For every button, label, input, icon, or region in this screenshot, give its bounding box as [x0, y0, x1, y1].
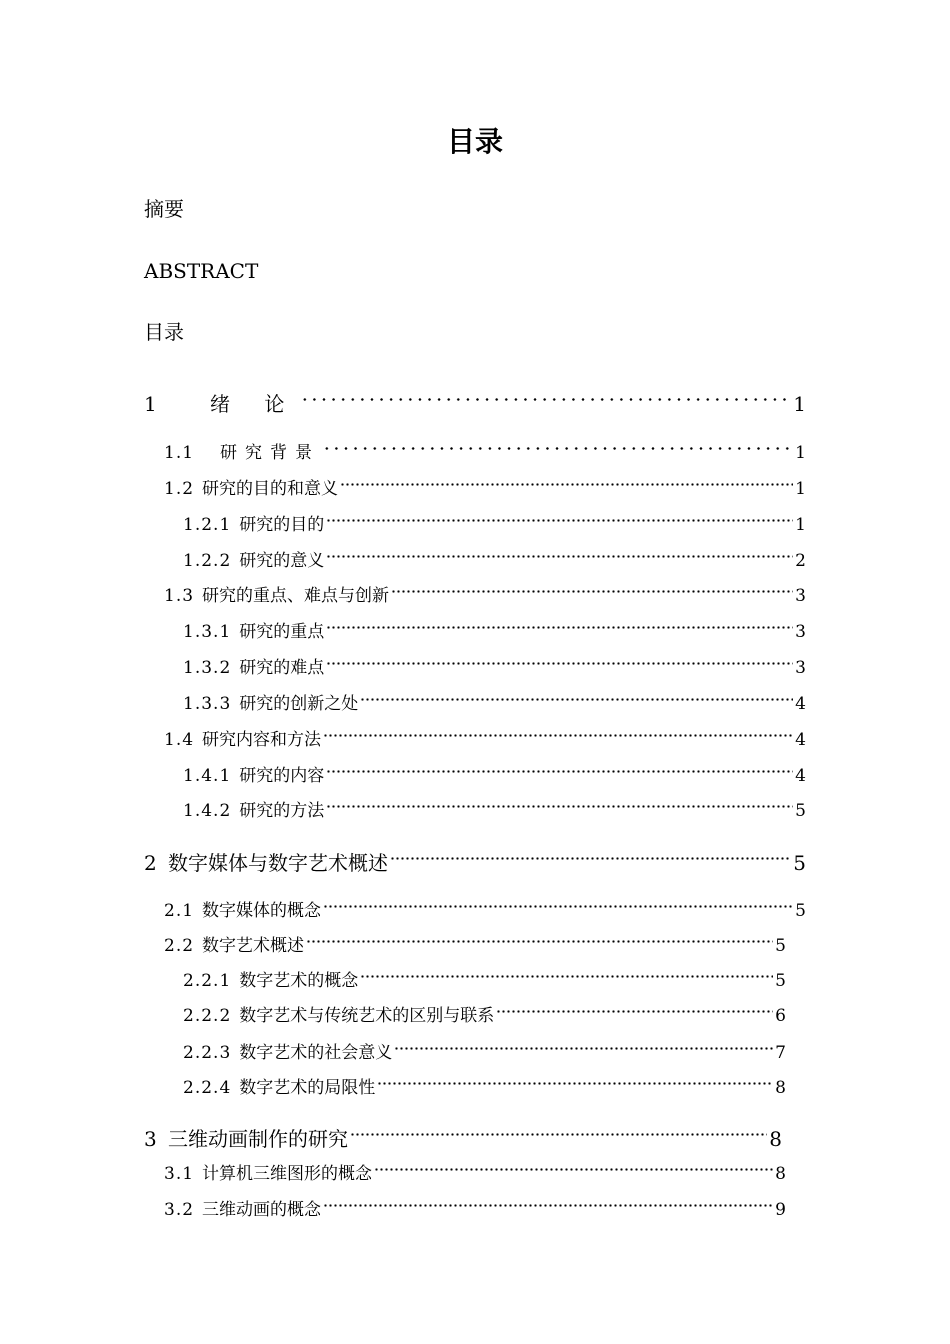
toc-leader-dots	[390, 838, 791, 870]
toc-label: 研究的目的	[239, 515, 325, 535]
toc-label: 数字艺术的局限性	[239, 1078, 376, 1098]
toc-number: 2.2.2	[183, 1006, 232, 1026]
toc-label: 三维动画制作的研究	[168, 1127, 348, 1151]
toc-label: 研究的创新之处	[239, 694, 359, 714]
toc-entry-chapter-3[interactable]	[144, 1114, 782, 1151]
toc-number: 1.3.3	[183, 694, 232, 714]
toc-entry-1-3[interactable]	[164, 575, 806, 606]
toc-label: 研究的方法	[239, 801, 325, 821]
toc-number: 3.1	[164, 1164, 195, 1184]
front-matter-abstract-en[interactable]: ABSTRACT	[144, 259, 259, 283]
page-title: 目录	[446, 125, 503, 158]
toc-page-number: 2	[795, 551, 806, 571]
toc-leader-dots	[496, 995, 773, 1021]
toc-page-number: 1	[795, 479, 806, 499]
toc-entry-2-2-2[interactable]	[183, 995, 786, 1026]
toc-page-number: 8	[769, 1127, 782, 1151]
toc-leader-dots	[374, 1153, 773, 1179]
toc-label: 数字艺术概述	[202, 936, 305, 956]
toc-entry-1-4-2[interactable]	[183, 790, 806, 821]
toc-number: 2.1	[164, 901, 195, 921]
toc-entry-2-2-1[interactable]	[183, 960, 786, 991]
toc-number: 1.2.1	[183, 515, 232, 535]
toc-label: 研究的难点	[239, 658, 325, 678]
toc-label: 三维动画的概念	[202, 1200, 322, 1220]
toc-number: 3	[144, 1127, 158, 1151]
toc-entry-2-2-4[interactable]	[183, 1067, 786, 1098]
toc-entry-2-1[interactable]	[164, 890, 806, 921]
toc-leader-dots	[360, 683, 793, 709]
toc-number: 2.2.1	[183, 971, 232, 991]
toc-page-number: 5	[795, 801, 806, 821]
front-matter-abstract-cn[interactable]: 摘要	[144, 197, 184, 221]
toc-entry-1-2-2[interactable]	[183, 540, 806, 571]
toc-page-number: 4	[795, 730, 806, 750]
toc-number: 1	[144, 392, 158, 416]
toc-number: 1.1	[164, 443, 195, 463]
toc-label: 研究的重点、难点与创新	[202, 586, 390, 606]
toc-leader-dots	[306, 925, 773, 951]
toc-leader-dots	[326, 611, 793, 637]
toc-label: 研究的意义	[239, 551, 325, 571]
toc-leader-dots	[350, 1114, 767, 1146]
toc-page-number: 5	[775, 936, 786, 956]
toc-page-number: 5	[775, 971, 786, 991]
toc-label: 研究的重点	[239, 622, 325, 642]
toc-entry-1-3-2[interactable]	[183, 647, 806, 678]
toc-entry-chapter-2[interactable]	[144, 838, 806, 875]
toc-entry-1-2[interactable]	[164, 468, 806, 499]
toc-number: 2.2.3	[183, 1043, 232, 1063]
toc-label: 研究内容和方法	[202, 730, 322, 750]
toc-page-number: 5	[793, 851, 806, 875]
toc-number: 1.3	[164, 586, 195, 606]
toc-label: 数字媒体的概念	[202, 901, 322, 921]
toc-number: 2.2	[164, 936, 195, 956]
toc-entry-3-2[interactable]	[164, 1189, 786, 1220]
toc-page-number: 7	[775, 1043, 786, 1063]
toc-leader-dots	[326, 540, 793, 566]
toc-number: 1.4	[164, 730, 195, 750]
toc-leader-dots	[391, 575, 793, 601]
toc-leader-dots	[323, 1189, 773, 1215]
toc-page-number: 9	[775, 1200, 786, 1220]
toc-leader-dots	[326, 504, 793, 530]
toc-leader-dots	[326, 647, 793, 673]
toc-number: 1.4.1	[183, 766, 232, 786]
toc-number: 1.3.1	[183, 622, 232, 642]
toc-label: 研究的目的和意义	[202, 479, 339, 499]
toc-entry-1-3-1[interactable]	[183, 611, 806, 642]
toc-entry-2-2[interactable]	[164, 925, 786, 956]
toc-page-number: 1	[795, 443, 806, 463]
toc-label: 数字艺术与传统艺术的区别与联系	[239, 1006, 495, 1026]
toc-page-number: 3	[795, 658, 806, 678]
toc-page-number: 1	[795, 515, 806, 535]
toc-label: 数字艺术的社会意义	[239, 1043, 393, 1063]
toc-label: 绪 论	[210, 392, 299, 416]
toc-page-number: 8	[775, 1078, 786, 1098]
toc-number: 1.3.2	[183, 658, 232, 678]
toc-leader-dots	[323, 719, 793, 745]
toc-label: 数字艺术的概念	[239, 971, 359, 991]
toc-number: 1.2.2	[183, 551, 232, 571]
toc-page-number: 1	[793, 392, 806, 416]
toc-leader-dots	[300, 379, 791, 411]
toc-page-number: 6	[775, 1006, 786, 1026]
toc-leader-dots	[340, 468, 793, 494]
toc-label: 研究背景	[220, 443, 321, 463]
toc-entry-1-3-3[interactable]	[183, 683, 806, 714]
toc-entry-1-4-1[interactable]	[183, 755, 806, 786]
toc-number: 3.2	[164, 1200, 195, 1220]
toc-page-number: 8	[775, 1164, 786, 1184]
toc-number: 1.2	[164, 479, 195, 499]
toc-label: 计算机三维图形的概念	[202, 1164, 373, 1184]
toc-leader-dots	[323, 890, 793, 916]
toc-number: 2.2.4	[183, 1078, 232, 1098]
toc-entry-3-1[interactable]	[164, 1153, 786, 1184]
toc-label: 研究的内容	[239, 766, 325, 786]
toc-label: 数字媒体与数字艺术概述	[168, 851, 388, 875]
toc-page-number: 4	[795, 766, 806, 786]
toc-leader-dots	[394, 1032, 773, 1058]
toc-entry-1-1[interactable]	[164, 432, 806, 463]
toc-leader-dots	[377, 1067, 773, 1093]
toc-leader-dots	[322, 432, 793, 458]
toc-page-number: 3	[795, 586, 806, 606]
toc-leader-dots	[360, 960, 773, 986]
toc-number: 1.4.2	[183, 801, 232, 821]
toc-number: 2	[144, 851, 158, 875]
toc-entry-1-4[interactable]	[164, 719, 806, 750]
toc-page-number: 4	[795, 694, 806, 714]
toc-page-number: 3	[795, 622, 806, 642]
front-matter-contents[interactable]: 目录	[144, 320, 184, 344]
toc-leader-dots	[326, 755, 793, 781]
toc-leader-dots	[326, 790, 793, 816]
toc-page-number: 5	[795, 901, 806, 921]
toc-entry-2-2-3[interactable]	[183, 1032, 786, 1063]
toc-entry-1-2-1[interactable]	[183, 504, 806, 535]
toc-entry-chapter-1[interactable]	[144, 379, 806, 416]
